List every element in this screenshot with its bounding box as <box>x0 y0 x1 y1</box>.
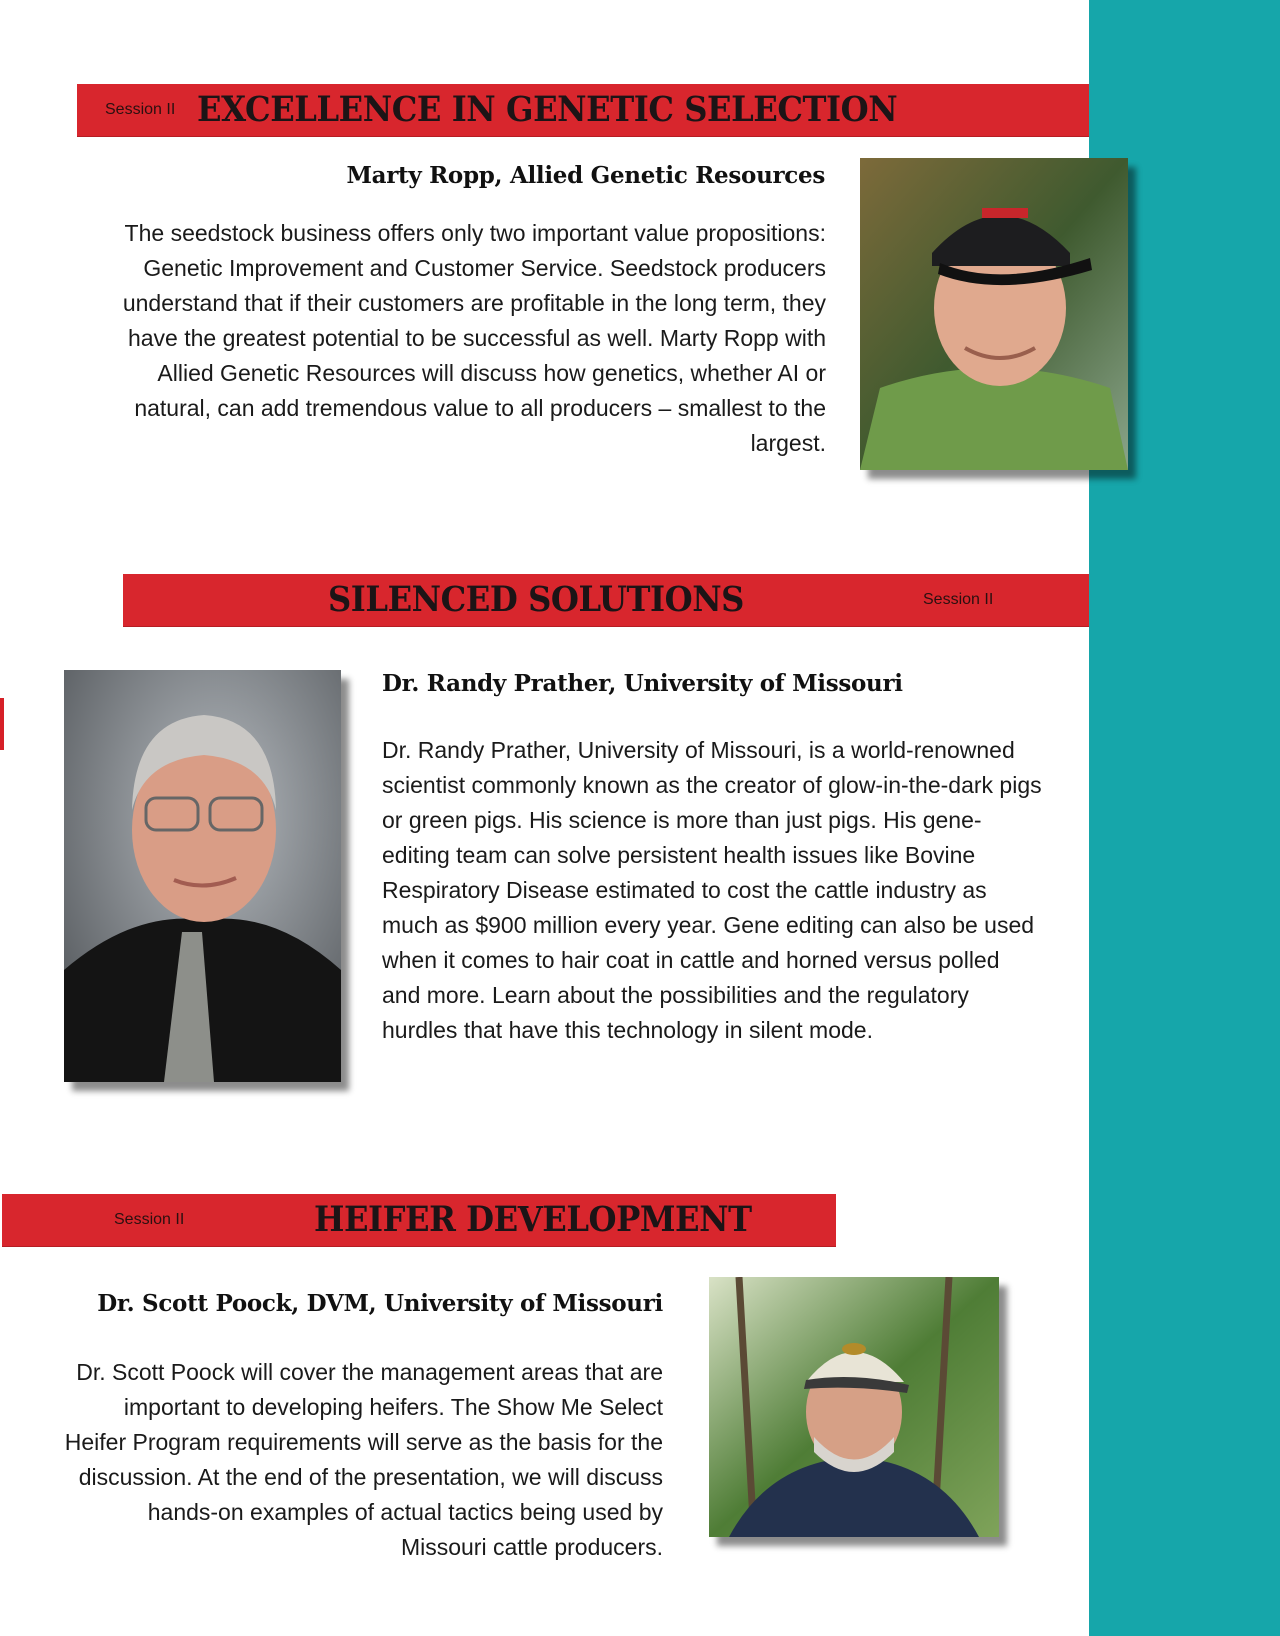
man-in-cap-photo-icon <box>860 158 1128 470</box>
speaker-photo <box>64 670 341 1082</box>
session-title: EXCELLENCE IN GENETIC SELECTION <box>197 89 898 130</box>
session-title: HEIFER DEVELOPMENT <box>314 1199 752 1240</box>
session-description: Dr. Scott Poock will cover the management areas that are important to developing heifers. The Show Me Select Heifer Program requirements will serve as the basis for the discussion. At the end of the presentation, we will discuss hands-on examples of actual tactics being used by Missouri cattle producers. <box>64 1359 663 1560</box>
speaker-photo <box>860 158 1128 470</box>
session-label: Session II <box>114 1211 185 1228</box>
session-banner-genetic-selection <box>77 84 1089 136</box>
session-description: The seedstock business offers only two important value propositions: Genetic Improvement and Customer Service. Seedstock producers understand that if their customers are profitable in the long term, they have the greatest potential to be successful as well. Marty Ropp with Allied Genetic Resources will discuss how genetics, whether AI or natural, can add tremendous value to all producers – smallest to the largest. <box>122 220 826 456</box>
session-banner-silenced-solutions <box>123 574 1089 626</box>
session-banner-heifer-development <box>2 1194 836 1246</box>
session-label: Session II <box>105 101 176 118</box>
session-label: Session II <box>923 591 994 608</box>
man-in-ball-cap-photo-icon <box>709 1277 999 1537</box>
speaker-name: Marty Ropp, Allied Genetic Resources <box>346 162 825 189</box>
speaker-name: Dr. Randy Prather, University of Missouri <box>382 670 903 697</box>
speaker-photo <box>709 1277 999 1537</box>
speaker-name: Dr. Scott Poock, DVM, University of Missouri <box>97 1290 663 1317</box>
man-with-glasses-photo-icon <box>64 670 341 1082</box>
session-title: SILENCED SOLUTIONS <box>328 579 744 620</box>
session-description: Dr. Randy Prather, University of Missouri, is a world-renowned scientist commonly known as the creator of glow-in-the-dark pigs or green pigs. His science is more than just pigs. His gene-editing team can solve persistent health issues like Bovine Respiratory Disease estimated to cost the cattle industry as much as $900 million every year. Gene editing can also be used when it comes to hair coat in cattle and horned versus polled and more. Learn about the possibilities and the regulatory hurdles that have this technology in silent mode. <box>382 737 1042 1043</box>
red-edge-marker <box>0 698 4 750</box>
